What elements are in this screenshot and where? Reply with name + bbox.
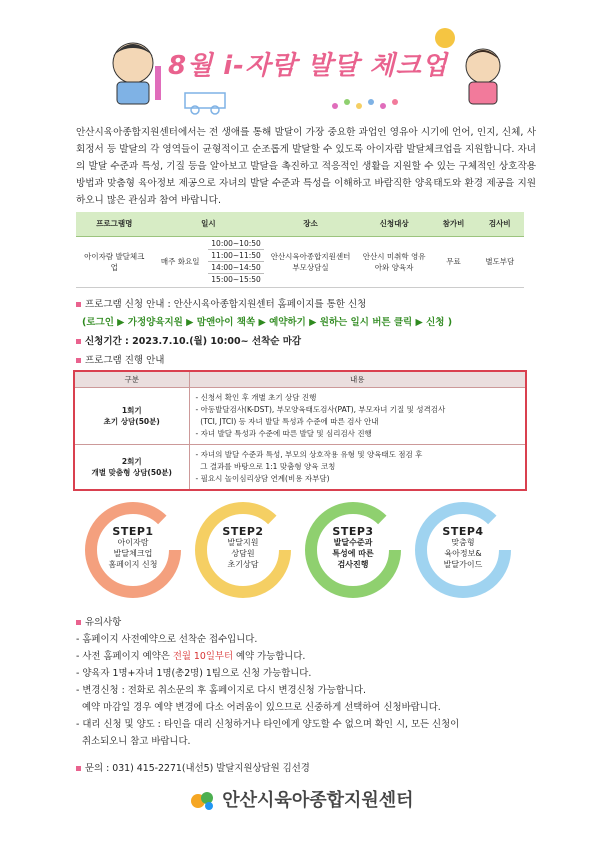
program-table bbox=[73, 370, 527, 491]
contact: 문의 : 031) 415-2271(내선5) 발달지원상담원 김선경 bbox=[76, 760, 546, 777]
time-slot: 10:00~10:50 bbox=[208, 238, 264, 250]
schedule-table bbox=[76, 212, 524, 288]
session-content: - 자녀의 발달 수준과 특성, 부모의 상호작용 유형 및 양육태도 점검 후 그 결과를 바탕으로 1:1 맞춤형 양육 코칭 - 필요시 놀이심리상담 연계(비용 자부담) bbox=[189, 444, 526, 490]
step-3: STEP3 발달수준과 특성에 따른 검사진행 bbox=[303, 500, 403, 600]
apply-period: 신청기간 : 2023.7.10.(월) 10:00~ 선착순 마감 bbox=[76, 333, 301, 347]
step-2: STEP2 발달지원 상담원 초기상담 bbox=[193, 500, 293, 600]
time-slot: 15:00~15:50 bbox=[211, 274, 261, 284]
th-content: 내용 bbox=[189, 371, 526, 387]
note-line: 예약 마감일 경우 예약 변경에 다소 어려움이 있으므로 신중하게 선택하여 신청바랍니다. bbox=[76, 702, 441, 713]
schedule-row bbox=[76, 236, 524, 287]
cell-times bbox=[208, 236, 264, 287]
th-test-fee: 검사비 bbox=[476, 212, 524, 236]
session-title: 2회기 개별 맞춤형 상담(50분) bbox=[74, 444, 189, 490]
note-line: 취소되오니 참고 바랍니다. bbox=[76, 736, 191, 747]
note-line: - 대리 신청 및 양도 : 타인을 대리 신청하거나 타인에게 양도할 수 없으며 확인 시, 모든 신청이 bbox=[76, 719, 460, 730]
th-place: 장소 bbox=[264, 212, 357, 236]
notes-title: 유의사항 bbox=[76, 614, 546, 631]
program-row bbox=[74, 387, 526, 444]
schedule-header-row bbox=[76, 212, 524, 236]
program-row bbox=[74, 444, 526, 490]
cell-day: 매주 화요일 bbox=[153, 236, 208, 287]
logo-icon bbox=[190, 790, 216, 812]
step-1: STEP1 아이자람 발달체크업 홈페이지 신청 bbox=[83, 500, 183, 600]
note-line: - 사전 홈페이지 예약은 전월 10일부터 예약 가능합니다. bbox=[76, 651, 306, 662]
progress-label: 프로그램 진행 안내 bbox=[76, 352, 164, 366]
th-category: 구분 bbox=[74, 371, 189, 387]
th-program: 프로그램명 bbox=[76, 212, 153, 236]
session-content: - 신청서 확인 후 개별 초기 상담 진행 - 아동발달검사(K-DST), 부모양육태도검사(PAT), 부모자녀 기질 및 성격검사 (TCI, JTCI) 등 자녀 발달 특성과 수준에 따른 검사 안내 - 자녀 발달 특성과 수준에 따른 발달 및 심리검사 진행 bbox=[189, 387, 526, 444]
org-logo: 안산시육아종합지원센터 bbox=[190, 786, 414, 812]
time-slot: 14:00~14:50 bbox=[208, 262, 264, 274]
th-fee: 참가비 bbox=[431, 212, 475, 236]
session-title: 1회기 초기 상담(50분) bbox=[74, 387, 189, 444]
note-line: - 홈페이지 사전예약으로 선착순 접수입니다. bbox=[76, 634, 258, 645]
th-target: 신청대상 bbox=[357, 212, 431, 236]
intro-text: 안산시육아종합지원센터에서는 전 생애를 통해 발달이 가장 중요한 과업인 영유아 시기에 언어, 인지, 신체, 사회정서 등 발달의 각 영역들이 균형적이고 순조롭게 발달할 수 있도록 아이자람 발달체크업을 지원합니다. 자녀의 발달 수준과 특성, 기질 등을 알아보고 발달을 촉진하고 적응적인 생활을 지원할 수 있는 구체적인 상호작용방법과 맞춤형 육아정보 제공으로 자녀의 발달 수준과 특성을 이해하고 바람직한 양육태도와 환경 제공을 지원하오니 많은 관심과 참여 바랍니다. bbox=[76, 127, 536, 206]
cell-place: 안산시육아종합지원센터 부모상담실 bbox=[264, 236, 357, 287]
apply-label: 프로그램 신청 안내 : 안산시육아종합지원센터 홈페이지를 통한 신청 bbox=[76, 296, 366, 310]
cell-program: 아이자람 발달체크업 bbox=[76, 236, 153, 287]
cell-target: 안산시 미취학 영유아와 양육자 bbox=[357, 236, 431, 287]
step-4: STEP4 맞춤형 육아정보& 발달가이드 bbox=[413, 500, 513, 600]
page-title: 8월 i-자람 발달 체크업 bbox=[168, 51, 448, 81]
note-line: - 변경신청 : 전화로 취소문의 후 홈페이지로 다시 변경신청 가능합니다. bbox=[76, 685, 366, 696]
notes-section bbox=[76, 614, 546, 777]
cell-fee: 무료 bbox=[431, 236, 475, 287]
cell-test-fee: 별도부담 bbox=[476, 236, 524, 287]
th-datetime: 일시 bbox=[153, 212, 265, 236]
apply-steps: (로그인 ▶ 가정양육지원 ▶ 맘앤아이 책쏙 ▶ 예약하기 ▶ 원하는 일시 버튼 클릭 ▶ 신청 ) bbox=[82, 317, 453, 328]
time-slot: 11:00~11:50 bbox=[208, 250, 264, 262]
note-line: - 양육자 1명+자녀 1명(총2명) 1팀으로 신청 가능합니다. bbox=[76, 668, 312, 679]
